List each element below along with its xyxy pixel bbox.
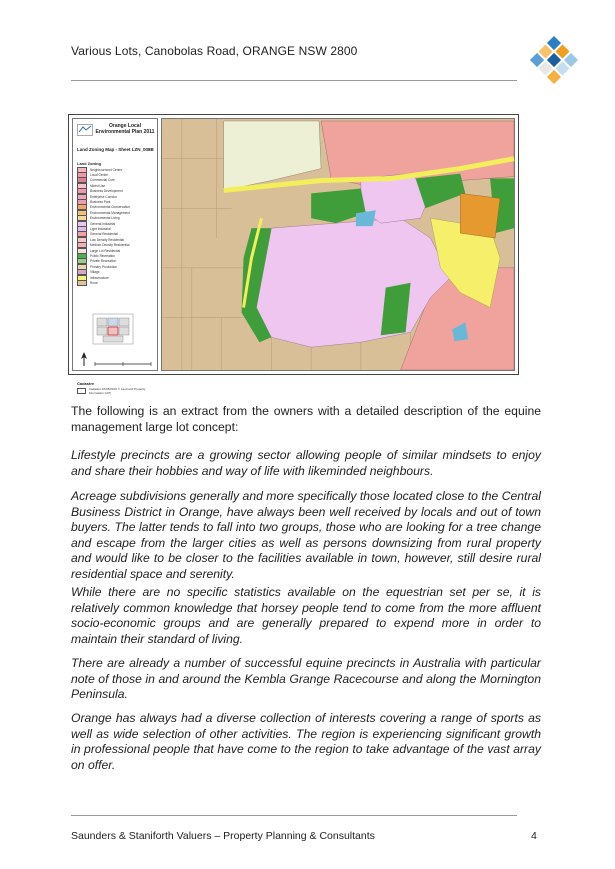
paragraph-acreage: Acreage subdivisions generally and more specifically those located close to the Central Business District in Orange, have always been well received by locals and out of town buyers. The latter tends to fall into two groups, those who are looking for a tree change and escape from the larger cities as well as persons downsizing from rural property and would like to be closer to the facilities available in town, however, still desire rural residential space and serenity. [71,489,541,581]
lep-logo-icon [77,124,93,136]
legend-label: Local Centre [90,173,109,178]
cadastre-label: Cadastre 10/05/2010 © Land and Property Information (LPI) [88,387,146,395]
intro-paragraph: The following is an extract from the owners with a detailed description of the equine management large lot concept: [71,404,541,434]
scale-bar-icon [93,361,153,369]
paragraph-lifestyle: Lifestyle precincts are a growing sector allowing people of similar mindsets to enjoy and share their hobbies and way of life with likeminded neighbours. [71,448,541,478]
legend-label: Business Park [90,200,111,205]
legend-label: Medium Density Residential [90,243,130,248]
legend-label: Enterprise Corridor [90,194,117,199]
legend-label: Environmental Conservation [90,205,131,210]
legend-list [77,167,157,286]
zoning-map-figure [68,114,519,395]
footer-company: Saunders & Staniforth Valuers – Property Planning & Consultants [71,830,375,842]
legend-heading: Land Zoning [77,161,101,166]
legend-swatch [77,280,87,286]
legend-label: Environmental Management [90,210,130,215]
legend-label: Mixed Use [90,183,106,188]
legend-label: Private Recreation [90,259,117,264]
legend-label: General Residential [90,232,118,237]
cadastre-swatch [77,388,86,394]
environmental-zone [460,193,500,238]
map-legend [72,118,158,395]
north-arrow-icon [79,351,89,367]
legend-label: Business Development [90,189,123,194]
page-header-title: Various Lots, Canobolas Road, ORANGE NSW 2800 [71,44,358,58]
footer-rule [71,815,517,816]
legend-label: Village [90,270,100,275]
legend-label: General Industrial [90,221,116,226]
legend-label: Rural [90,280,98,285]
zoning-map [161,118,515,371]
locality-inset-map [93,314,133,344]
map-sheet-label: Land Zoning Map - Sheet LZN_008B [77,147,154,152]
map-title: Orange Local Environmental Plan 2011 [95,123,155,135]
paragraph-equine-precincts: There are already a number of successful equine precincts in Australia with particular note of those in and around the Kembla Grange Racecourse and along the Mornington Peninsula. [71,656,541,701]
cadastre-row [77,387,157,395]
paragraph-statistics: While there are no specific statistics available on the equestrian set per se, it is relatively common knowledge that horsey people tend to come from the more affluent socio-economic groups and are generally prepared to expend more in order to maintain their standard of living. [71,585,541,646]
cadastre-heading: Cadastre [77,381,95,386]
legend-label: Neighbourhood Centre [90,167,123,172]
page-number: 4 [531,830,537,842]
legend-label: Infrastructure [90,275,109,280]
paragraph-orange-interests: Orange has always had a diverse collection of interests covering a range of sports as well as wide selection of other activities. The region is experiencing significant growth in professional people that have come to the region to take advantage of the vast array on offer. [71,711,541,772]
header-rule [71,80,517,81]
legend-label: Public Recreation [90,253,115,258]
company-logo-icon [528,34,580,86]
legend-label: Low Density Residential [90,237,125,242]
legend-label: Commercial Core [90,178,115,183]
legend-row [77,280,157,285]
legend-label: Large Lot Residential [90,248,121,253]
legend-label: Light Industrial [90,226,111,231]
legend-label: Primary Production [90,264,118,269]
legend-label: Environmental Living [90,216,120,221]
